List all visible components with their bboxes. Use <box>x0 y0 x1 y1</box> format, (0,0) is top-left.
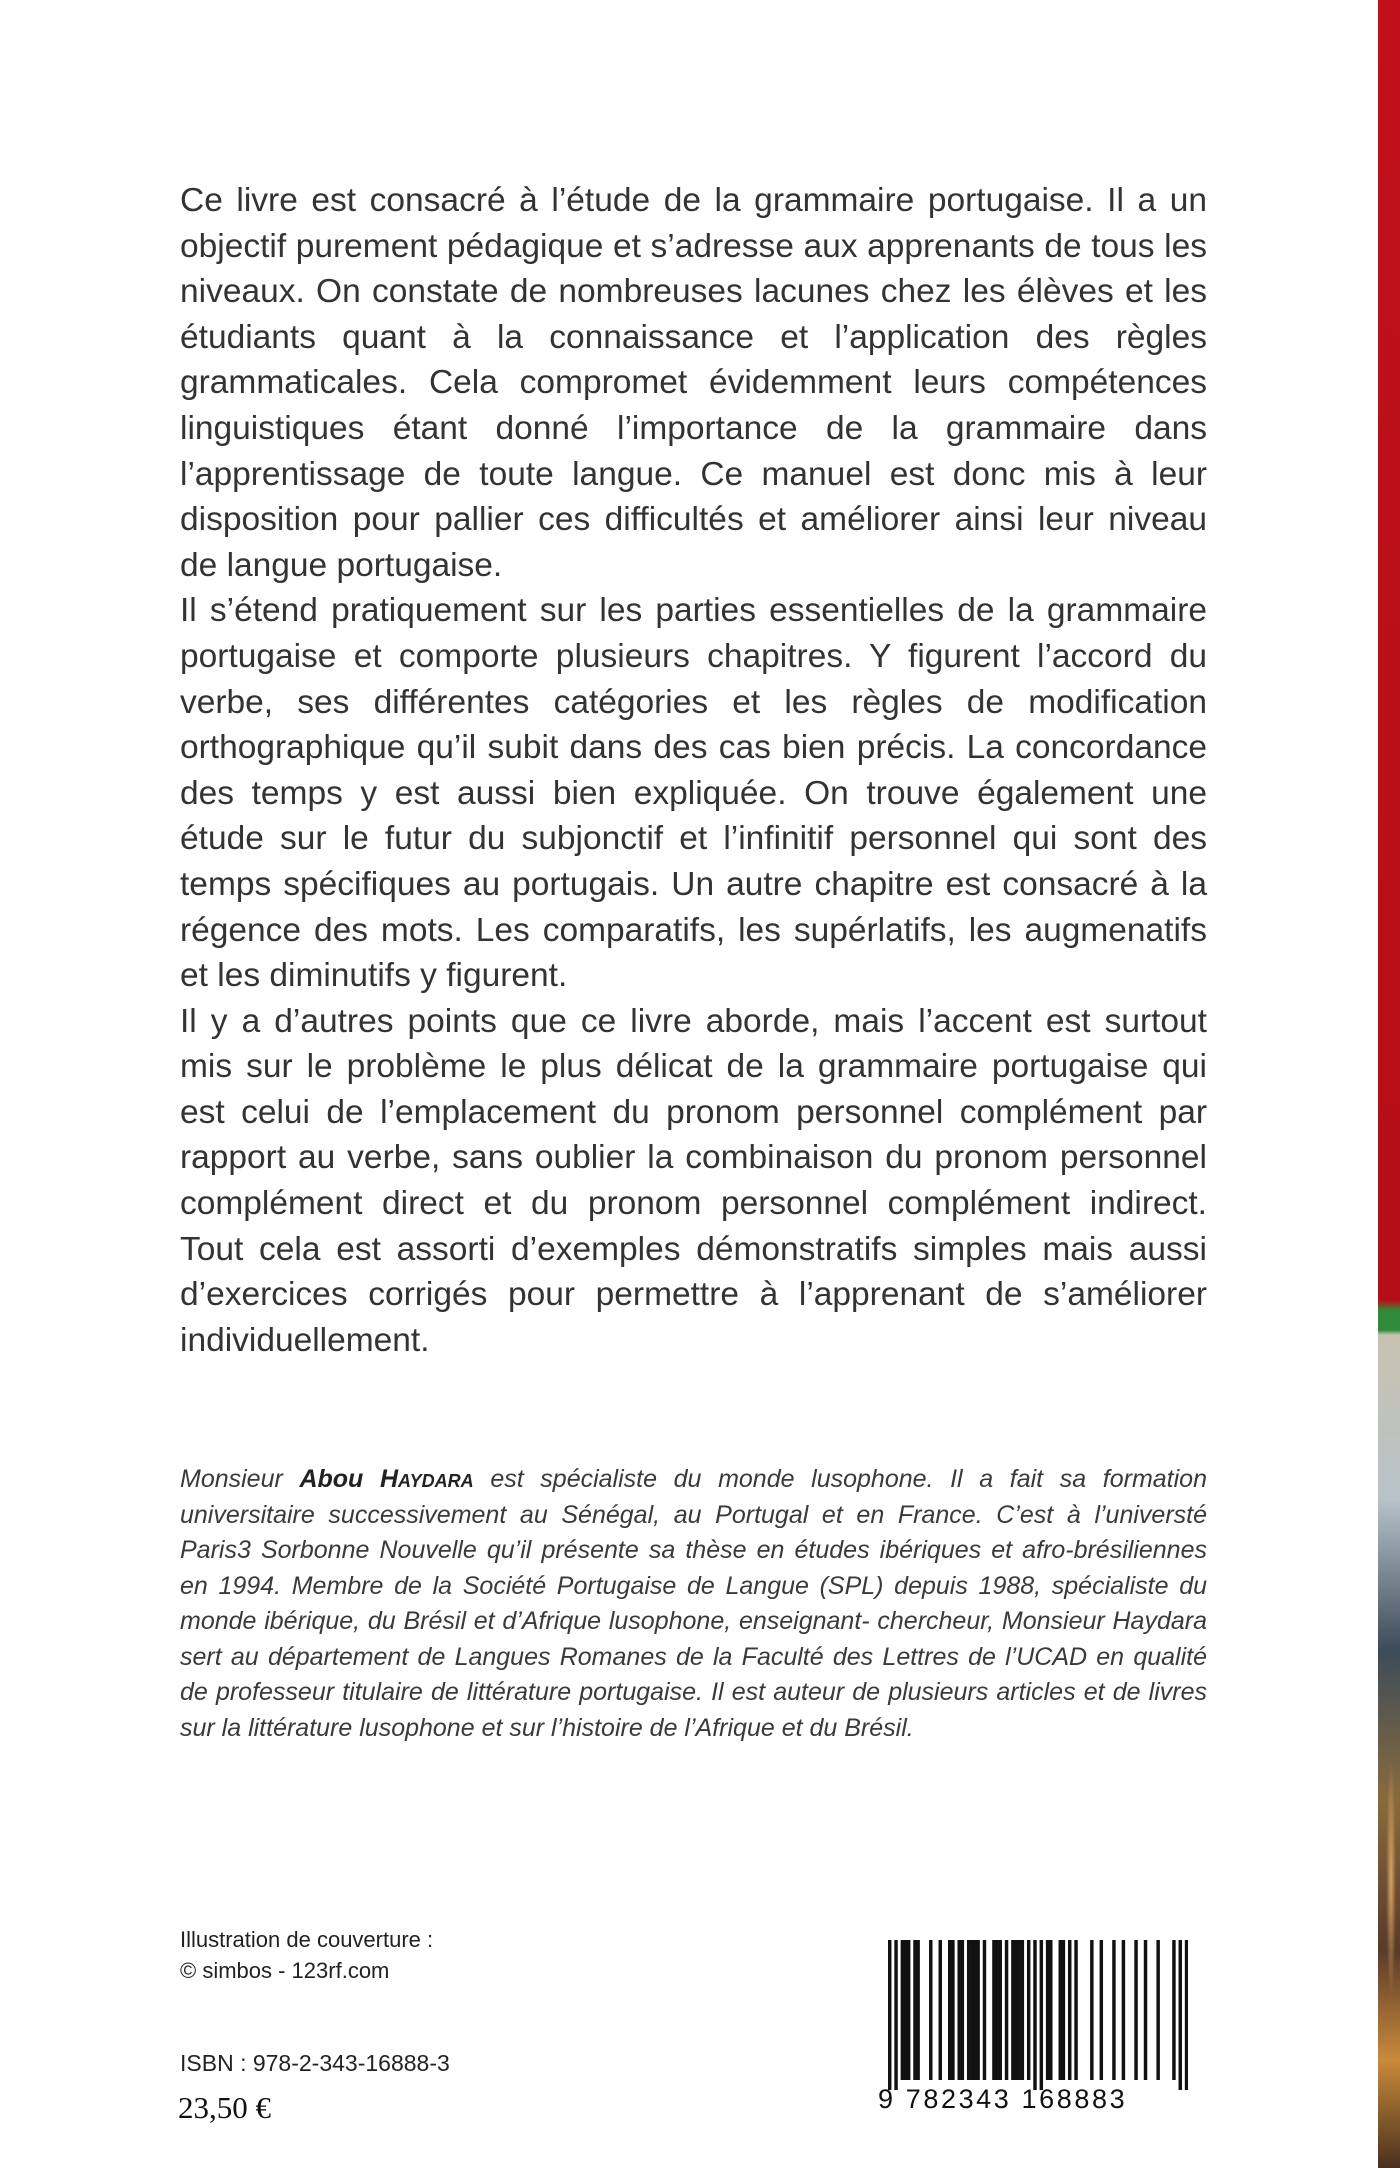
barcode-bar <box>1156 1940 1159 2080</box>
barcode-bar <box>916 1940 919 2080</box>
barcode-bar <box>907 1940 910 2080</box>
barcode-bar <box>939 1940 942 2080</box>
barcode-bars <box>888 1940 1188 2090</box>
barcode-bar <box>1021 1940 1024 2080</box>
barcode-bar <box>992 1940 995 2080</box>
barcode-bar <box>1112 1940 1115 2080</box>
barcode-bar <box>1074 1940 1077 2080</box>
barcode-bar <box>1122 1940 1125 2080</box>
barcode-bar <box>1144 1940 1147 2080</box>
barcode-bar <box>1027 1940 1030 2080</box>
barcode-bar <box>957 1940 960 2080</box>
barcode-bar <box>970 1940 973 2080</box>
barcode-bar <box>983 1940 986 2080</box>
barcode-bar <box>1011 1940 1014 2080</box>
bio-text: est spécialiste du monde lusophone. Il a fait sa formation universitaire successivement au Sénégal, au Portugal et en France. C’est à l’universté Paris3 Sorbonne Nouvelle qu’il présente sa thèse en études ibériques et afro-brésiliennes en 1994. Membre de la Société Portugaise de Langue (SPL) depuis 1988, spécialiste du monde ibérique, du Brésil et d’Afrique lusophone, enseignant- chercheur, Monsieur Haydara sert au département de Langues Romanes de la Faculté des Lettres de l’UCAD en qualité de professeur titulaire de littérature portugaise. Il est auteur de plusieurs articles et de livres sur la littérature lusophone et sur l’histoire de l’Afrique et du Brésil. <box>180 1465 1207 1742</box>
barcode-bar <box>901 1940 904 2080</box>
blurb-text <box>180 178 1207 1363</box>
barcode-bar <box>973 1940 976 2080</box>
barcode-bar <box>913 1940 916 2080</box>
author-bio <box>180 1462 1207 1746</box>
barcode-bar <box>1185 1940 1188 2090</box>
barcode-bar <box>904 1940 907 2080</box>
blurb-paragraph-3: Il y a d’autres points que ce livre aborde, mais l’accent est surtout mis sur le problème le plus délicat de la grammaire portugaise qui est celui de l’emplacement du pronom personnel complément par rapport au verbe, sans oublier la combinaison du pronom personnel complément direct et du pronom personnel complément indirect. Tout cela est assorti d’exemples démonstratifs simples mais aussi d’exercices corrigés pour permettre à l’apprenant de s’améliorer individuellement. <box>180 1002 1207 1359</box>
barcode-bar <box>1090 1940 1093 2080</box>
barcode-bar <box>995 1940 998 2080</box>
barcode-bar <box>1046 1940 1049 2080</box>
author-name <box>299 1465 473 1493</box>
author-last-name: Haydara <box>379 1465 474 1493</box>
barcode-digits: 9 782343 168883 <box>878 2084 1128 2114</box>
barcode-bar <box>967 1940 970 2080</box>
barcode-bar <box>1068 1940 1071 2080</box>
bio-prefix: Monsieur <box>180 1465 300 1493</box>
barcode-bar <box>1040 1940 1043 2090</box>
barcode-bar <box>1033 1940 1036 2090</box>
barcode-bar <box>976 1940 979 2080</box>
barcode-bar <box>1017 1940 1020 2080</box>
price: 23,50 € <box>178 2090 271 2125</box>
barcode-bar <box>999 1940 1002 2080</box>
barcode-bar <box>951 1940 954 2080</box>
author-first-name: Abou <box>299 1465 380 1493</box>
barcode-bar <box>1059 1940 1062 2080</box>
barcode-bar <box>929 1940 932 2080</box>
barcode-bar <box>1172 1940 1175 2080</box>
barcode-bar <box>1062 1940 1065 2080</box>
barcode-bar <box>894 1940 897 2090</box>
barcode-bar <box>961 1940 964 2080</box>
cover-credit <box>180 1924 433 1986</box>
credit-line-1: Illustration de couverture : <box>180 1927 434 1952</box>
blurb-paragraph-1: Ce livre est consacré à l’étude de la grammaire portugaise. Il a un objectif purement pédagique et s’adresse aux apprenants de tous les niveaux. On constate de nombreuses lacunes chez les élèves et les étudiants quant à la connaissance et l’application des règles grammaticales. Cela compromet évidemment leurs compétences linguistiques étant donné l’importance de la grammaire dans l’apprentissage de toute langue. Ce manuel est donc mis à leur disposition pour pallier ces difficultés et améliorer ainsi leur niveau de langue portugaise. <box>180 182 1207 584</box>
barcode-bar <box>948 1940 951 2080</box>
barcode-bar <box>1005 1940 1008 2080</box>
isbn: ISBN : 978-2-343-16888-3 <box>180 2050 450 2076</box>
spine-photo-detail <box>1386 1760 1396 2000</box>
barcode-bar <box>1049 1940 1052 2080</box>
credit-line-2: © simbos - 123rf.com <box>180 1958 390 1983</box>
barcode-bar <box>1014 1940 1017 2080</box>
barcode-bar <box>1100 1940 1103 2080</box>
blurb-paragraph-2: Il s’étend pratiquement sur les parties essentielles de la grammaire portugaise et comporte plusieurs chapitres. Y figurent l’accord du verbe, ses différentes catégories et les règles de modification orthographique qu’il subit dans des cas bien précis. La concordance des temps y est aussi bien expliquée. On trouve également une étude sur le futur du subjonctif et l’infinitif personnel qui sont des temps spécifiques au portugais. Un autre chapitre est consacré à la régence des mots. Les comparatifs, les supérlatifs, les augmenatifs et les diminutifs y figurent. <box>180 592 1207 995</box>
barcode-bar <box>1134 1940 1137 2080</box>
barcode-bar <box>1179 1940 1182 2090</box>
barcode-bar <box>888 1940 891 2090</box>
